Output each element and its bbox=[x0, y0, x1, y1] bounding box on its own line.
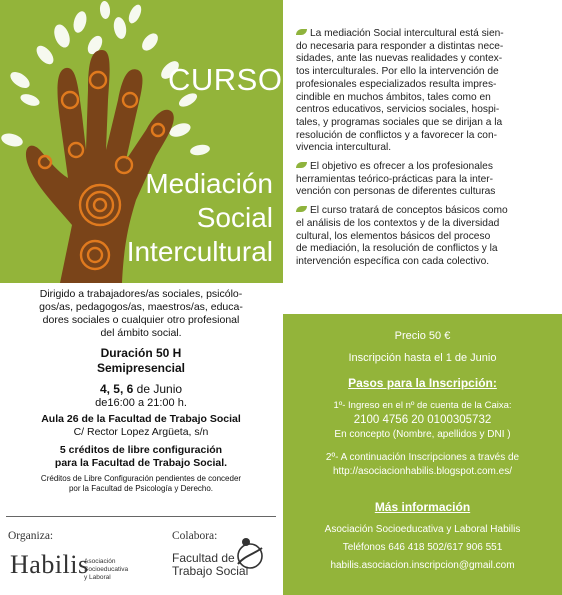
description-paragraph bbox=[296, 28, 546, 155]
credits-line: para la Facultad de Trabajo Social. bbox=[54, 457, 228, 469]
phone-numbers: Teléfonos 646 418 502/617 906 551 bbox=[342, 542, 503, 553]
venue-address: C/ Rector Lopez Argüeta, s/n bbox=[73, 426, 209, 438]
audience-line: Dirigido a trabajadores/as sociales, psicólo- bbox=[39, 288, 243, 300]
step2-text: 2º- A continuación Inscripciones a través de bbox=[325, 452, 520, 463]
step1-text: 1º- Ingreso en el nº de cuenta de la Caixa: bbox=[333, 400, 512, 411]
paragraph-line: tales, y programas sociales que se dirijan a la bbox=[296, 116, 503, 128]
course-details bbox=[8, 288, 274, 494]
paragraph-line: do necesaria para responder a distintas nece- bbox=[296, 40, 504, 52]
venue-room: Aula 26 de la Facultad de Trabajo Social bbox=[41, 413, 241, 425]
title-line-1: Mediación bbox=[145, 168, 273, 199]
footer bbox=[0, 520, 283, 595]
habilis-logo-text: Habilis bbox=[10, 550, 89, 579]
dates-days: 4, 5, 6 bbox=[99, 382, 134, 396]
paragraph-line: centros educativos, servicios sociales, hospi- bbox=[296, 104, 500, 116]
paragraph-line: vivencia intercultural. bbox=[296, 142, 392, 154]
paragraph-line: El curso tratará de conceptos básicos como bbox=[310, 205, 508, 217]
description-paragraph bbox=[296, 205, 546, 269]
paragraph-line: de mediación, la resolución de conflictos y la bbox=[296, 243, 498, 255]
paragraph-line: profesionales especializados resulta impres- bbox=[296, 78, 497, 90]
paragraph-line: La mediación Social intercultural está sien- bbox=[310, 28, 504, 39]
facultad-logo bbox=[172, 552, 248, 578]
registration-box bbox=[283, 314, 562, 595]
steps-heading: Pasos para la Inscripción: bbox=[348, 376, 497, 390]
credits-line: 5 créditos de libre configuración bbox=[59, 444, 223, 456]
more-info-heading: Más información bbox=[374, 500, 471, 514]
email-link[interactable]: habilis.asociacion.inscripcion@gmail.com bbox=[330, 560, 515, 571]
paragraph-line: resolución de conflictos y a favorecer la con- bbox=[296, 129, 498, 141]
paragraph-line: cultural, los elementos básicos del proceso bbox=[296, 230, 491, 242]
course-hours: de16:00 a 21:00 h. bbox=[95, 397, 187, 409]
habilis-sub-line: y Laboral bbox=[84, 574, 111, 581]
course-description bbox=[296, 28, 546, 275]
org-name: Asociación Socioeducativa y Laboral Habilis bbox=[324, 524, 521, 535]
paragraph-line: el análisis de los contextos y de la diversidad bbox=[296, 217, 500, 229]
habilis-sub-line: Asociación bbox=[84, 558, 116, 565]
duration: Duración 50 H bbox=[100, 346, 182, 360]
leaf-bullet-icon bbox=[296, 206, 307, 212]
paragraph-line: sidades, ante las nuevas realidades y contex- bbox=[296, 53, 503, 65]
facultad-logo-line: Trabajo Social bbox=[172, 564, 249, 578]
credits-note: por la Facultad de Psicología y Derecho. bbox=[68, 484, 214, 493]
step1-concept: En concepto (Nombre, apellidos y DNI ) bbox=[334, 429, 511, 440]
facultad-logo-line: Facultad de bbox=[172, 551, 235, 565]
habilis-logo bbox=[10, 550, 89, 580]
paragraph-line: cindible en muchos ámbitos, tales como en bbox=[296, 91, 491, 103]
credits-note: Créditos de Libre Configuración pendientes de conceder bbox=[40, 474, 242, 483]
deadline: Inscripción hasta el 1 de Junio bbox=[348, 352, 497, 364]
course-dates bbox=[8, 382, 274, 397]
title-line-3: Intercultural bbox=[126, 236, 273, 267]
audience-line: dores sociales o cualquier otro profesional bbox=[42, 314, 240, 326]
dates-month: de Junio bbox=[133, 382, 183, 396]
organiza-label: Organiza: bbox=[8, 530, 54, 542]
modality: Semipresencial bbox=[96, 361, 186, 375]
leaf-bullet-icon bbox=[296, 162, 307, 168]
paragraph-line: tos interculturales. Por ello la intervención de bbox=[296, 66, 499, 78]
title-line-2: Social bbox=[196, 202, 273, 233]
paragraph-line: El objetivo es ofrecer a los profesionales bbox=[310, 161, 493, 173]
course-label: CURSO bbox=[168, 62, 283, 97]
price: Precio 50 € bbox=[394, 330, 451, 342]
audience-line: del ámbito social. bbox=[100, 327, 182, 339]
bank-account: 2100 4756 20 0100305732 bbox=[353, 414, 492, 426]
blog-link[interactable]: http://asociacionhabilis.blogspot.com.es/ bbox=[333, 466, 512, 477]
footer-divider bbox=[6, 516, 276, 517]
colabora-label: Colabora: bbox=[172, 530, 218, 542]
poster-header bbox=[0, 0, 283, 283]
paragraph-line: herramientas teórico-prácticas para la inter- bbox=[296, 173, 494, 185]
paragraph-line: intervención específica con cada colectivo. bbox=[296, 255, 490, 267]
leaf-bullet-icon bbox=[296, 29, 307, 35]
paragraph-line: vención con personas de diferentes culturas bbox=[296, 186, 496, 198]
habilis-sub-line: Socioeducativa bbox=[84, 566, 129, 573]
description-paragraph bbox=[296, 161, 546, 199]
audience-line: gos/as, pedagogos/as, maestros/as, educa- bbox=[39, 301, 243, 313]
habilis-logo-subtitle bbox=[84, 558, 128, 582]
